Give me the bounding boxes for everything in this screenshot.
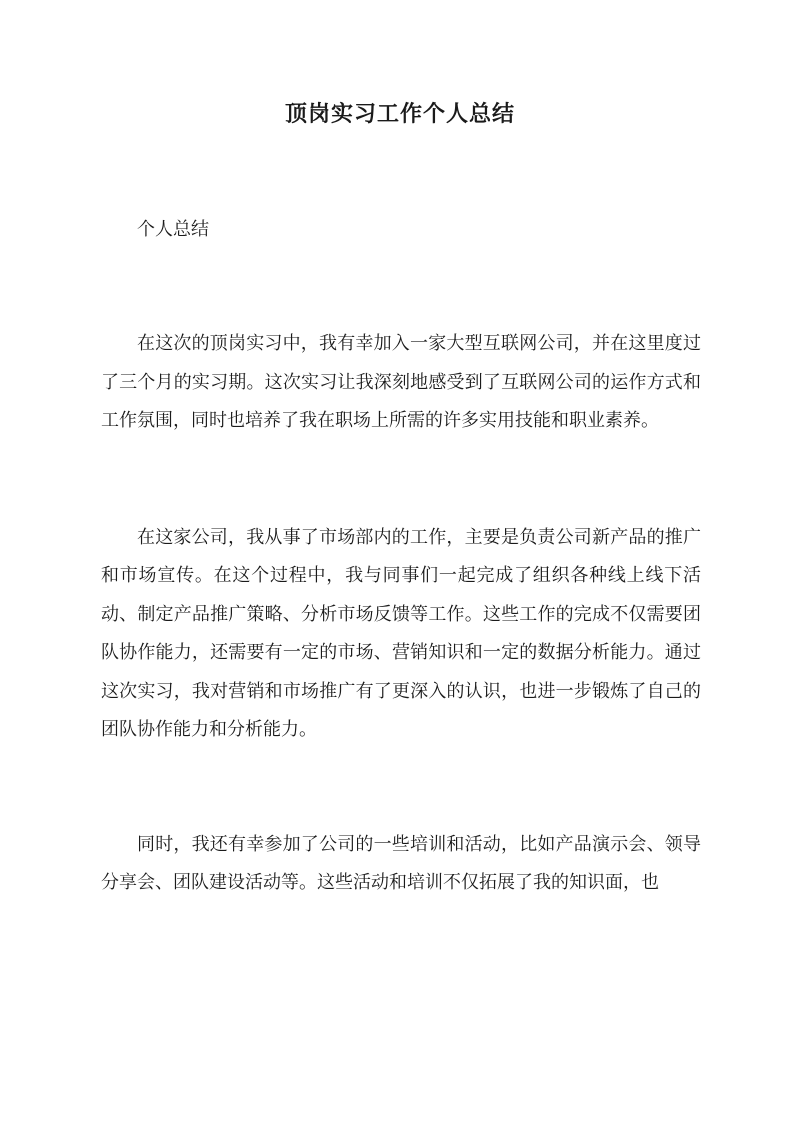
paragraph-spacer [101, 750, 701, 826]
paragraph-spacer [101, 441, 701, 519]
paragraph-spacer [101, 250, 701, 325]
paragraph-3: 同时，我还有幸参加了公司的一些培训和活动，比如产品演示会、领导分享会、团队建设活动等。这些活动和培训不仅拓展了我的知识面，也 [101, 833, 701, 893]
document-body [101, 210, 701, 903]
paragraph-2: 在这家公司，我从事了市场部内的工作，主要是负责公司新产品的推广和市场宣传。在这个过程中，我与同事们一起完成了组织各种线上线下活动、制定产品推广策略、分析市场反馈等工作。这些工作的完成不仅需要团队协作能力，还需要有一定的市场、营销知识和一定的数据分析能力。通过这次实习，我对营销和市场推广有了更深入的认识，也进一步锻炼了自己的团队协作能力和分析能力。 [101, 526, 701, 740]
document-title: 顶岗实习工作个人总结 [284, 101, 515, 127]
section-heading: 个人总结 [137, 219, 209, 240]
paragraph-1: 在这次的顶岗实习中，我有幸加入一家大型互联网公司，并在这里度过了三个月的实习期。这次实习让我深刻地感受到了互联网公司的运作方式和工作氛围，同时也培养了我在职场上所需的许多实用技能和职业素养。 [101, 333, 701, 431]
